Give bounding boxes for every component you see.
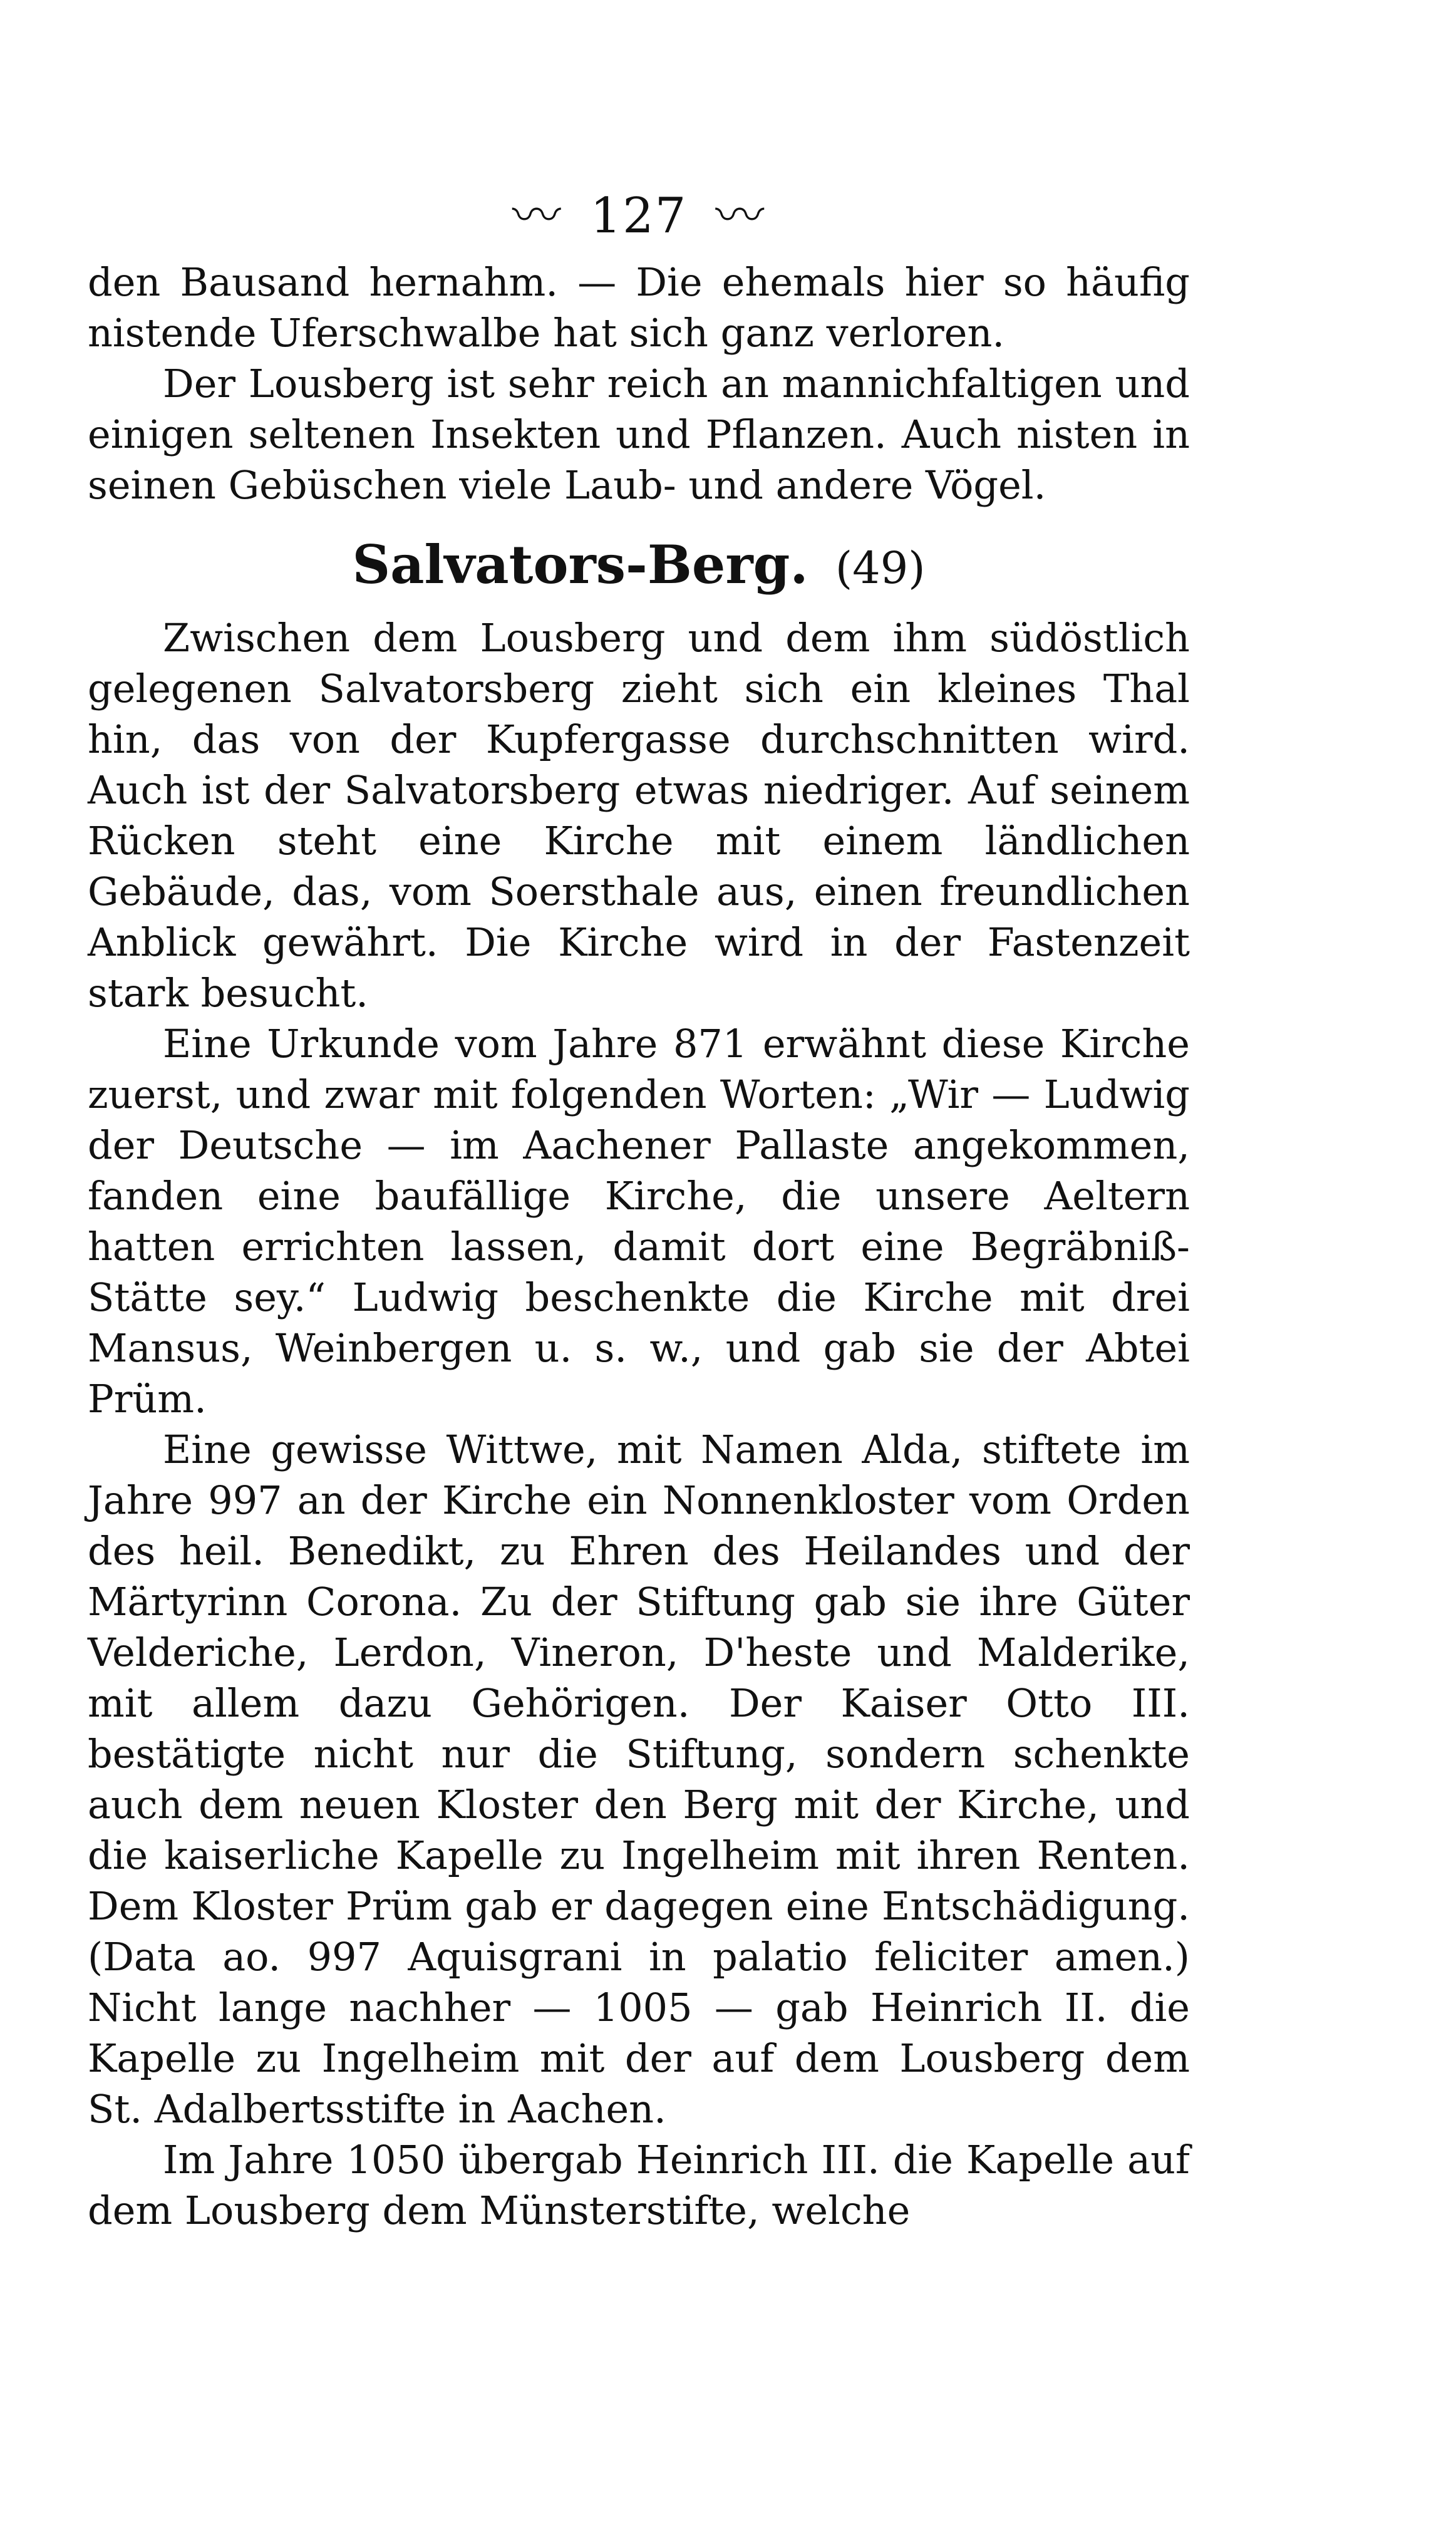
page-header: [88, 182, 1190, 251]
paragraph-continuation: den Bausand hernahm. — Die ehemals hier so häufig nistende Uferschwalbe hat sich ganz verloren.: [88, 259, 1190, 356]
paragraph-heinrich-1050: Im Jahre 1050 übergab Heinrich III. die Kapelle auf dem Lousberg dem Münsterstifte, welche: [88, 2137, 1190, 2233]
paragraph-lousberg-fauna: Der Lousberg ist sehr reich an mannichfaltigen und einigen seltenen Insekten und Pflanzen. Auch nisten in seinen Gebüschen viele Laub- und andere Vögel.: [88, 361, 1190, 508]
paragraph-alda-997: Eine gewisse Wittwe, mit Namen Alda, stiftete im Jahre 997 an der Kirche ein Nonnenkloster vom Orden des heil. Benedikt, zu Ehren des Heilandes und der Märtyrinn Corona. Zu der Stiftung gab sie ihre Güter Velderiche, Lerdon, Vineron, D'heste und Malderike, mit allem dazu Gehörigen. Der Kaiser Otto III. bestätigte nicht nur die Stiftung, sondern schenkte auch dem neuen Kloster den Berg mit der Kirche, und die kaiserliche Kapelle zu Ingelheim mit ihren Renten. Dem Kloster Prüm gab er dagegen eine Entschädigung. (Data ao. 997 Aquisgrani in palatio feliciter amen.) Nicht lange nachher — 1005 — gab Heinrich II. die Kapelle zu Ingelheim mit der auf dem Lousberg dem St. Adalbertsstifte in Aachen.: [88, 1427, 1190, 2132]
paragraph-salvatorsberg: Zwischen dem Lousberg und dem ihm südöstlich gelegenen Salvatorsberg zieht sich ein kleines Thal hin, das von der Kupfergasse durchschnitten wird. Auch ist der Salvatorsberg etwas niedriger. Auf seinem Rücken steht eine Kirche mit einem ländlichen Gebäude, das, vom Soersthale aus, einen freundlichen Anblick gewährt. Die Kirche wird in der Fastenzeit stark besucht.: [88, 615, 1190, 1016]
section-number: (49): [835, 542, 926, 594]
ornament-left: 〰: [512, 188, 562, 244]
section-heading: [88, 524, 1190, 609]
paragraph-urkunde-871: Eine Urkunde vom Jahre 871 erwähnt diese Kirche zuerst, und zwar mit folgenden Worten: „Wir — Ludwig der Deutsche — im Aachener Pallaste angekommen, fanden eine baufällige Kirche, die unsere Aeltern hatten errichten lassen, damit dort eine Begräbniß-Stätte sey.“ Ludwig beschenkte die Kirche mit drei Mansus, Weinbergen u. s. w., und gab sie der Abtei Prüm.: [88, 1021, 1190, 1422]
page-number: 127: [590, 188, 688, 244]
section-title: Salvators-Berg.: [352, 534, 808, 596]
ornament-right: 〰: [715, 188, 766, 244]
